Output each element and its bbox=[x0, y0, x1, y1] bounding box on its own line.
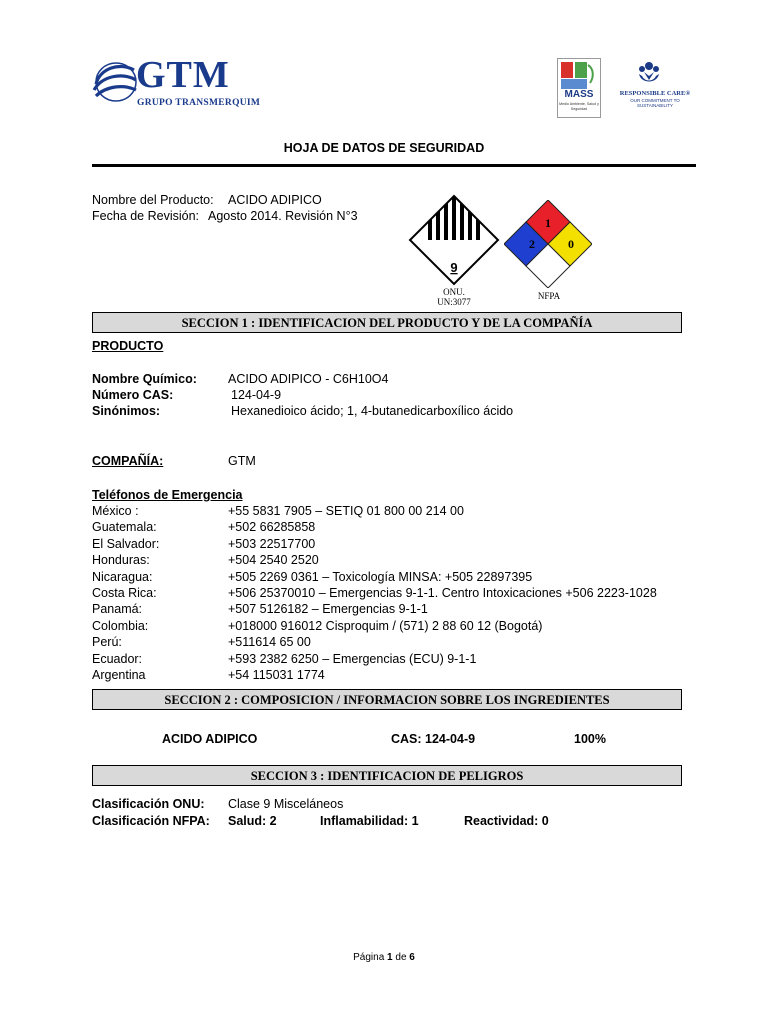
nfpa-reactivity-value: 0 bbox=[568, 237, 574, 251]
phone-country: Nicaragua: bbox=[92, 569, 153, 584]
revision-date-label: Fecha de Revisión: bbox=[92, 209, 200, 223]
mass-logo-subtitle: Medio Ambiente, Salud y Seguridad bbox=[559, 102, 599, 111]
phone-number: +511614 65 00 bbox=[228, 635, 311, 650]
ingredient-cas: CAS: 124-04-9 bbox=[391, 732, 476, 746]
onu-caption: ONU. bbox=[443, 287, 465, 297]
gtm-globe-icon bbox=[90, 58, 140, 104]
responsible-care-hands-icon bbox=[636, 60, 662, 88]
chemical-name-value: ACIDO ADIPICO - C6H10O4 bbox=[228, 372, 389, 386]
company-label: COMPAÑÍA: bbox=[92, 454, 164, 468]
class-9-number: 9 bbox=[450, 260, 458, 275]
phone-country: El Salvador: bbox=[92, 536, 160, 551]
phone-country: Panamá: bbox=[92, 602, 143, 617]
company-logo-text: GTM bbox=[136, 54, 230, 96]
section-3-header: SECCION 3 : IDENTIFICACION DE PELIGROS bbox=[92, 765, 682, 786]
ingredient-percent: 100% bbox=[574, 732, 606, 746]
nfpa-diamond-icon bbox=[504, 200, 592, 288]
phone-country: Honduras: bbox=[92, 553, 150, 568]
page-current: 1 bbox=[387, 952, 393, 963]
page-total: 6 bbox=[409, 952, 415, 963]
revision-date-value: Agosto 2014. Revisión N°3 bbox=[208, 209, 358, 223]
chemical-name-label: Nombre Químico: bbox=[92, 372, 197, 386]
class-9-hazard-diamond-icon bbox=[408, 194, 500, 286]
phone-number: +018000 916012 Cisproquim / (571) 2 88 60 12 (Bogotá) bbox=[228, 618, 543, 633]
phone-number: +593 2382 6250 – Emergencias (ECU) 9-1-1 bbox=[228, 651, 477, 666]
nfpa-classification-label: Clasificación NFPA: bbox=[92, 814, 210, 828]
phone-country: Costa Rica: bbox=[92, 586, 157, 600]
nfpa-flammability-rating: Inflamabilidad: 1 bbox=[320, 814, 419, 828]
nfpa-reactivity-rating: Reactividad: 0 bbox=[464, 814, 549, 828]
mass-logo-label: MASS bbox=[564, 89, 594, 100]
cas-number-value: 124-04-9 bbox=[231, 388, 282, 402]
phone-number: +506 25370010 – Emergencias 9-1-1. Centro Intoxicaciones +506 2223-1028 bbox=[228, 586, 657, 600]
ingredient-name: ACIDO ADIPICO bbox=[162, 732, 258, 746]
phone-number: +503 22517700 bbox=[228, 536, 316, 551]
title-divider bbox=[92, 164, 696, 167]
product-name-value: ACIDO ADIPICO bbox=[228, 193, 322, 207]
phone-country: México : bbox=[92, 504, 139, 518]
cas-number-label: Número CAS: bbox=[92, 388, 174, 402]
onu-classification-label: Clasificación ONU: bbox=[92, 797, 205, 811]
phone-number: +502 66285858 bbox=[228, 520, 316, 535]
nfpa-flammability-value: 1 bbox=[545, 216, 551, 230]
synonyms-value: Hexanedioico ácido; 1, 4-butanedicarboxílico ácido bbox=[231, 404, 514, 418]
nfpa-caption: NFPA bbox=[537, 291, 561, 301]
phone-number: +504 2540 2520 bbox=[228, 553, 319, 568]
page-word: Página bbox=[353, 952, 385, 963]
synonyms-label: Sinónimos: bbox=[92, 404, 161, 418]
product-name-label: Nombre del Producto: bbox=[92, 193, 214, 207]
phone-country: Perú: bbox=[92, 635, 122, 650]
producto-heading: PRODUCTO bbox=[92, 339, 164, 353]
of-word: de bbox=[395, 952, 407, 963]
onu-classification-value: Clase 9 Misceláneos bbox=[228, 797, 344, 811]
company-logo-subtitle: GRUPO TRANSMERQUIM bbox=[137, 98, 261, 108]
phone-country: Argentina bbox=[92, 668, 146, 682]
nfpa-health-value: 2 bbox=[529, 237, 535, 251]
nfpa-health-rating: Salud: 2 bbox=[228, 814, 277, 828]
phone-country: Guatemala: bbox=[92, 520, 157, 535]
un-number-caption: UN:3077 bbox=[437, 297, 471, 307]
page-footer bbox=[0, 952, 768, 963]
phone-number: +505 2269 0361 – Toxicología MINSA: +505 22897395 bbox=[228, 569, 533, 584]
section-2-header: SECCION 2 : COMPOSICION / INFORMACION SOBRE LOS INGREDIENTES bbox=[92, 689, 682, 710]
phone-number: +507 5126182 – Emergencias 9-1-1 bbox=[228, 602, 428, 617]
phone-country: Colombia: bbox=[92, 618, 149, 633]
responsible-care-subtitle: OUR COMMITMENT TO SUSTAINABILITY bbox=[630, 98, 680, 108]
company-value: GTM bbox=[228, 454, 256, 468]
phone-country: Ecuador: bbox=[92, 651, 143, 666]
phone-number: +55 5831 7905 – SETIQ 01 800 00 214 00 bbox=[228, 504, 464, 518]
section-1-header: SECCION 1 : IDENTIFICACION DEL PRODUCTO Y DE LA COMPAÑÍA bbox=[92, 312, 682, 333]
phone-number: +54 115031 1774 bbox=[228, 668, 325, 682]
responsible-care-title: RESPONSIBLE CARE® bbox=[619, 90, 691, 97]
document-title: HOJA DE DATOS DE SEGURIDAD bbox=[283, 141, 485, 155]
emergency-phones-heading: Teléfonos de Emergencia bbox=[92, 488, 243, 502]
mass-logo bbox=[557, 58, 601, 118]
